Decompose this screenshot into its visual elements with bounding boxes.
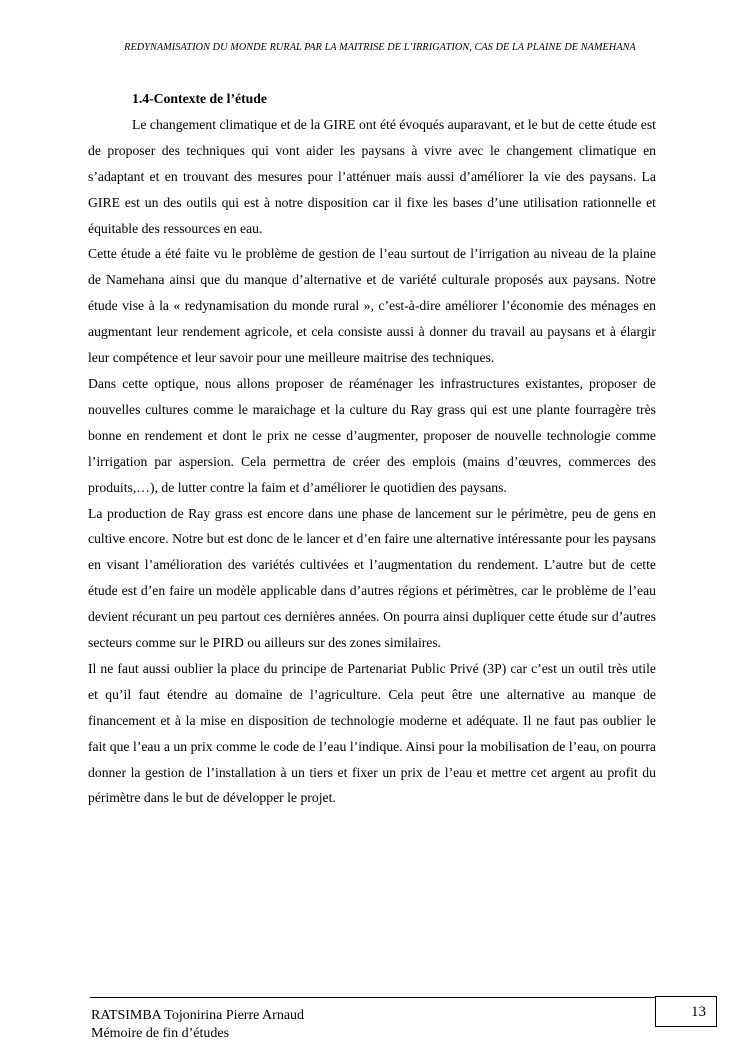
- footer-document-type: Mémoire de fin d’études: [91, 1026, 230, 1041]
- footer-text: [91, 1007, 304, 1043]
- section-heading: 1.4-Contexte de l’étude: [132, 91, 267, 106]
- paragraph-5: Il ne faut aussi oublier la place du principe de Partenariat Public Privé (3P) car c’est un outil très utile et qu’il faut étendre au domaine de l’agriculture. Cela peut être une alternative au manque de financement et à la mise en disposition de technologie moderne et adéquate. Il ne faut pas oublier le fait que l’eau a un prix comme le code de l’eau l’indique. Ainsi pour la mobilisation de l’eau, on pourra donner la gestion de l’installation à un tiers et fixer un prix de l’eau et mettre cet argent au profit du périmètre dans le but de développer le projet.: [88, 660, 656, 806]
- page-number: 13: [655, 996, 717, 1027]
- footer-author: RATSIMBA Tojonirina Pierre Arnaud: [91, 1008, 305, 1023]
- section-body: [88, 86, 656, 811]
- footer-divider: [90, 997, 655, 998]
- paragraph-3: Dans cette optique, nous allons proposer de réaménager les infrastructures existantes, proposer de nouvelles cultures comme le maraichage et la culture du Ray grass qui est une plante fourragère très bonne en rendement et dont le prix ne cesse d’augmenter, proposer de nouvelle technologie comme l’irrigation par aspersion. Cela permettra de créer des emplois (mains d’œuvres, commerces des produits,…), de lutter contre la faim et d’améliorer le quotidien des paysans.: [88, 375, 656, 495]
- paragraph-2: Cette étude a été faite vu le problème de gestion de l’eau surtout de l’irrigation au niveau de la plaine de Namehana ainsi que du manque d’alternative et de variété culturale proposés aux paysans. Notre étude vise à la « redynamisation du monde rural », c’est-à-dire améliorer l’économie des ménages en augmentant leur rendement agricole, et cela consiste aussi à donner du travail au paysans et à élargir leur compétence et leur savoir pour une meilleure maitrise des techniques.: [88, 246, 656, 366]
- paragraph-1: Le changement climatique et de la GIRE ont été évoqués auparavant, et le but de cette étude est de proposer des techniques qui vont aider les paysans à vivre avec le changement climatique en s’adaptant et en trouvant des mesures pour l’atténuer mais aussi d’améliorer la vie des paysans. La GIRE est un des outils qui est à notre disposition car il fixe les bases d’une utilisation rationnelle et équitable des ressources en eau.: [88, 116, 656, 236]
- running-header: REDYNAMISATION DU MONDE RURAL PAR LA MAITRISE DE L’IRRIGATION, CAS DE LA PLAINE DE NAMEHANA: [124, 42, 636, 53]
- paragraph-4: La production de Ray grass est encore dans une phase de lancement sur le périmètre, peu de gens en cultive encore. Notre but est donc de le lancer et d’en faire une alternative intéressante pour les paysans en visant l’amélioration des variétés cultivées et l’augmentation du rendement. L’autre but de cette étude est d’en faire un modèle applicable dans d’autres régions et périmètres, car le problème de l’eau devient récurant un peu partout ces dernières années. On pourra ainsi dupliquer cette étude sur d’autres secteurs comme sur le PIRD ou ailleurs sur des zones similaires.: [88, 505, 656, 651]
